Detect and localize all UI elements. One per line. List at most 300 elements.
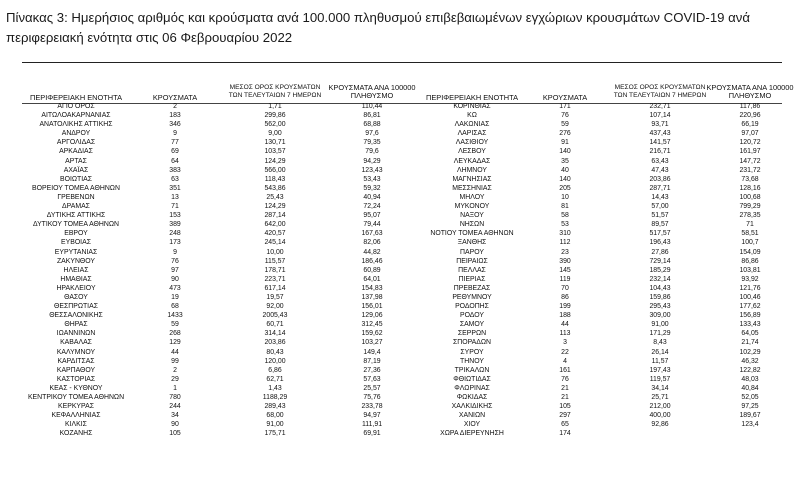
left-cases-cell: 248 [169, 230, 181, 238]
left-region-cell: ΚΑΛΥΜΝΟΥ [56, 348, 96, 356]
left-per100k-cell: 86,81 [363, 112, 381, 120]
left-per100k-cell: 75,76 [363, 394, 381, 401]
left-per100k-cell: 87,19 [363, 357, 381, 365]
right-avg-cell [610, 429, 710, 438]
right-per100k-cell: 189,67 [739, 412, 761, 420]
left-cases-cell: 64 [171, 157, 179, 165]
right-avg-cell: 57,00 [651, 203, 669, 211]
right-per100k-cell: 100,68 [739, 193, 761, 201]
right-avg-cell: 212,00 [649, 403, 671, 411]
right-cases-cell: 174 [559, 430, 571, 438]
right-cases-cell: 81 [561, 203, 569, 211]
right-cases-cell: 188 [559, 312, 571, 320]
left-per100k-cell: 154,83 [361, 284, 383, 292]
left-region-cell: ΔΡΑΜΑΣ [62, 203, 90, 211]
left-per100k-cell: 94,29 [363, 157, 381, 165]
header-cases-right: ΚΡΟΥΣΜΑΤΑ [542, 93, 588, 102]
left-cases-cell: 105 [169, 430, 181, 438]
left-avg-cell: 617,14 [264, 284, 286, 292]
right-per100k-cell: 147,72 [739, 157, 761, 165]
right-per100k-cell: 40,84 [741, 384, 759, 392]
left-per100k-column [322, 102, 422, 438]
left-region-cell: ΗΛΕΙΑΣ [63, 266, 89, 274]
table-title: Πίνακας 3: Ημερήσιος αριθμός και κρούσματα ανά 100.000 πληθυσμού επιβεβαιωμένων εγχώριων κρουσμάτων COVID-19 ανά περιφερειακή ενότητα στις 06 Φεβρουαρίου 2022 [6, 10, 750, 45]
right-avg-cell: 171,29 [649, 330, 671, 338]
right-avg-cell: 93,71 [651, 121, 669, 129]
left-per100k-cell: 312,45 [361, 321, 383, 329]
left-avg-cell: 6,86 [268, 366, 282, 374]
right-per100k-cell: 231,72 [739, 166, 761, 174]
left-cases-cell: 97 [171, 266, 179, 274]
right-per100k-cell: 97,25 [741, 403, 759, 411]
right-avg-cell: 232,14 [649, 275, 671, 283]
left-per100k-cell: 186,46 [361, 257, 383, 265]
right-region-cell: ΜΕΣΣΗΝΙΑΣ [452, 184, 492, 192]
left-region-cell: ΑΡΚΑΔΙΑΣ [59, 148, 93, 156]
right-region-cell: ΚΩ [467, 112, 477, 120]
left-avg-cell: 203,86 [264, 339, 286, 347]
header-cases-left: ΚΡΟΥΣΜΑΤΑ [152, 93, 198, 102]
right-region-cell: ΦΩΚΙΔΑΣ [456, 394, 488, 401]
right-per100k-cell: 46,32 [741, 357, 759, 365]
right-region-cell: ΝΗΣΩΝ [459, 221, 485, 229]
right-avg-cell: 400,00 [649, 412, 671, 420]
left-region-cell: ΚΕΑΣ - ΚΥΘΝΟΥ [49, 384, 103, 392]
right-avg-cell: 89,57 [651, 221, 669, 229]
right-avg-cell: 287,71 [649, 184, 671, 192]
right-per100k-cell: 97,07 [741, 130, 759, 138]
right-per100k-cell: 73,68 [741, 175, 759, 183]
right-avg-cell: 14,43 [651, 193, 669, 201]
right-cases-cell: 119 [559, 275, 571, 283]
right-avg-cell: 141,57 [649, 139, 671, 147]
left-region-cell: ΑΧΑΪΑΣ [63, 166, 89, 174]
left-cases-cell: 346 [169, 121, 181, 129]
left-cases-cell: 1433 [167, 312, 183, 320]
header-region-left: ΠΕΡΙΦΕΡΕΙΑΚΗ ΕΝΟΤΗΤΑ [30, 93, 122, 102]
left-per100k-cell: 110,44 [361, 103, 383, 110]
right-region-cell: ΞΑΝΘΗΣ [457, 239, 487, 247]
left-avg-cell: 124,29 [264, 203, 286, 211]
left-region-cell: ΒΟΡΕΙΟΥ ΤΟΜΕΑ ΑΘΗΝΩΝ [32, 184, 120, 192]
right-cases-cell: 35 [561, 157, 569, 165]
right-region-cell: ΝΟΤΙΟΥ ΤΟΜΕΑ ΑΘΗΝΩΝ [430, 230, 514, 238]
left-cases-cell: 383 [169, 166, 181, 174]
left-cases-cell: 63 [171, 175, 179, 183]
right-avg-cell: 203,86 [649, 175, 671, 183]
right-avg-cell: 63,43 [651, 157, 669, 165]
left-cases-cell: 69 [171, 148, 179, 156]
left-region-cell: ΗΡΑΚΛΕΙΟΥ [56, 284, 96, 292]
left-avg-cell: 60,71 [266, 321, 284, 329]
right-per100k-cell: 103,81 [739, 266, 761, 274]
left-region-cell: ΑΡΓΟΛΙΔΑΣ [56, 139, 96, 147]
left-per100k-cell: 72,24 [363, 203, 381, 211]
right-per100k-cell: 128,16 [739, 184, 761, 192]
right-cases-cell: 44 [561, 321, 569, 329]
right-avg-cell: 196,43 [649, 239, 671, 247]
left-per100k-cell: 95,07 [363, 212, 381, 220]
right-avg-cell: 92,86 [651, 421, 669, 429]
left-avg-cell: 223,71 [264, 275, 286, 283]
left-cases-cell: 34 [171, 412, 179, 420]
left-cases-cell: 9 [173, 248, 177, 256]
right-region-cell: ΧΑΝΙΩΝ [458, 412, 486, 420]
right-region-cell: ΠΕΙΡΑΙΩΣ [456, 257, 488, 265]
right-per100k-cell: 220,96 [739, 112, 761, 120]
left-cases-cell: 473 [169, 284, 181, 292]
left-cases-cell: 2 [173, 103, 177, 110]
right-cases-cell: 140 [559, 148, 571, 156]
right-region-cell: ΛΑΡΙΣΑΣ [457, 130, 487, 138]
header-per100k-right [700, 84, 800, 100]
right-avg-cell: 197,43 [649, 366, 671, 374]
right-region-cell: ΚΟΡΙΝΘΙΑΣ [453, 103, 491, 110]
right-region-column [418, 102, 526, 438]
left-region-cell: ΗΜΑΘΙΑΣ [60, 275, 92, 283]
right-per100k-cell: 120,72 [739, 139, 761, 147]
right-cases-cell: 70 [561, 284, 569, 292]
header-avg-left-line1: ΜΕΣΟΣ ΟΡΟΣ ΚΡΟΥΣΜΑΤΩΝ [229, 84, 321, 91]
right-cases-cell: 113 [559, 330, 571, 338]
right-cases-cell: 65 [561, 421, 569, 429]
right-per100k-cell: 66,19 [741, 121, 759, 129]
header-avg-left [225, 84, 325, 100]
right-cases-cell: 10 [561, 193, 569, 201]
left-region-cell: ΚΙΛΚΙΣ [65, 421, 87, 429]
right-region-cell: ΝΑΞΟΥ [460, 212, 484, 220]
right-per100k-cell: 156,89 [739, 312, 761, 320]
left-avg-cell: 124,29 [264, 157, 286, 165]
right-region-cell: ΛΑΚΩΝΙΑΣ [454, 121, 490, 129]
right-avg-cell: 517,57 [649, 230, 671, 238]
left-avg-cell: 25,43 [266, 193, 284, 201]
left-cases-cell: 129 [169, 339, 181, 347]
right-cases-cell: 59 [561, 121, 569, 129]
left-cases-cell: 19 [171, 293, 179, 301]
left-cases-cell: 77 [171, 139, 179, 147]
left-avg-cell: 178,71 [264, 266, 286, 274]
left-avg-cell: 120,00 [264, 357, 286, 365]
left-avg-cell: 118,43 [264, 175, 286, 183]
left-cases-cell: 76 [171, 257, 179, 265]
left-per100k-cell: 159,62 [361, 330, 383, 338]
right-cases-cell: 105 [559, 403, 571, 411]
left-avg-column [225, 102, 325, 438]
right-avg-cell: 216,71 [649, 148, 671, 156]
left-avg-cell: 1,71 [268, 103, 282, 110]
left-cases-cell: 68 [171, 303, 179, 311]
left-avg-cell: 314,14 [264, 330, 286, 338]
right-region-cell: ΛΑΣΙΘΙΟΥ [455, 139, 489, 147]
left-cases-cell: 1 [173, 384, 177, 392]
left-avg-cell: 62,71 [266, 375, 284, 383]
left-region-cell: ΑΝΔΡΟΥ [61, 130, 91, 138]
left-cases-cell: 2 [173, 366, 177, 374]
left-region-column [22, 102, 130, 438]
right-avg-cell: 27,86 [651, 248, 669, 256]
right-per100k-cell: 161,97 [739, 148, 761, 156]
right-cases-cell: 140 [559, 175, 571, 183]
right-avg-cell: 437,43 [649, 130, 671, 138]
right-cases-cell: 58 [561, 212, 569, 220]
left-per100k-cell: 156,01 [361, 303, 383, 311]
left-avg-cell: 115,57 [264, 257, 286, 265]
right-cases-cell: 4 [563, 357, 567, 365]
left-cases-cell: 9 [173, 130, 177, 138]
left-region-cell: ΑΓΙΟ ΟΡΟΣ [57, 103, 95, 110]
left-avg-cell: 10,00 [266, 248, 284, 256]
left-avg-cell: 91,00 [266, 421, 284, 429]
right-per100k-cell: 93,92 [741, 275, 759, 283]
right-cases-cell: 161 [559, 366, 571, 374]
right-region-cell: ΧΩΡΑ ΔΙΕΡΕΥΝΗΣΗ [440, 430, 504, 438]
right-cases-cell: 21 [561, 384, 569, 392]
right-region-cell: ΠΕΛΛΑΣ [458, 266, 486, 274]
left-region-cell: ΚΕΡΚΥΡΑΣ [58, 403, 94, 411]
left-avg-cell: 420,57 [264, 230, 286, 238]
left-per100k-cell: 233,78 [361, 403, 383, 411]
left-avg-cell: 299,86 [264, 112, 286, 120]
right-avg-cell: 185,29 [649, 266, 671, 274]
right-per100k-cell [700, 429, 800, 438]
left-cases-cell: 90 [171, 421, 179, 429]
left-per100k-cell: 40,94 [363, 193, 381, 201]
header-avg-right-line1: ΜΕΣΟΣ ΟΡΟΣ ΚΡΟΥΣΜΑΤΩΝ [614, 84, 706, 91]
left-cases-cell: 71 [171, 203, 179, 211]
right-region-cell: ΛΕΣΒΟΥ [458, 148, 486, 156]
right-per100k-cell: 278,35 [739, 212, 761, 220]
left-avg-cell: 642,00 [264, 221, 286, 229]
right-region-cell: ΣΥΡΟΥ [460, 348, 484, 356]
right-avg-column [610, 102, 710, 438]
right-avg-cell: 119,57 [649, 375, 671, 383]
left-avg-cell: 130,71 [264, 139, 286, 147]
right-avg-cell: 232,71 [649, 103, 671, 110]
right-cases-cell: 76 [561, 112, 569, 120]
left-per100k-cell: 27,36 [363, 366, 381, 374]
right-cases-cell: 22 [561, 348, 569, 356]
left-cases-cell: 351 [169, 184, 181, 192]
left-per100k-cell: 137,98 [361, 293, 383, 301]
left-per100k-cell: 97,6 [365, 130, 379, 138]
left-per100k-cell: 79,44 [363, 221, 381, 229]
left-region-cell: ΚΑΡΠΑΘΟΥ [56, 366, 96, 374]
right-per100k-cell: 86,86 [741, 257, 759, 265]
left-region-cell: ΕΥΒΟΙΑΣ [61, 239, 91, 247]
left-avg-cell: 289,43 [264, 403, 286, 411]
left-region-cell: ΕΒΡΟΥ [64, 230, 88, 238]
left-cases-column [150, 102, 200, 438]
left-region-cell: ΘΕΣΣΑΛΟΝΙΚΗΣ [49, 312, 103, 320]
right-per100k-cell: 100,46 [739, 293, 761, 301]
right-region-cell: ΤΡΙΚΑΛΩΝ [454, 366, 490, 374]
left-region-cell: ΚΑΒΑΛΑΣ [60, 339, 92, 347]
right-per100k-cell: 117,86 [739, 103, 761, 110]
right-per100k-cell: 122,82 [739, 366, 761, 374]
left-per100k-cell: 53,43 [363, 175, 381, 183]
left-avg-cell: 103,57 [264, 148, 286, 156]
header-per100k-left-line2: ΠΛΗΘΥΣΜΟ [350, 91, 394, 100]
left-avg-cell: 287,14 [264, 212, 286, 220]
left-avg-cell: 1188,29 [262, 394, 288, 401]
header-per100k-left-line1: ΚΡΟΥΣΜΑΤΑ ΑΝΑ 100000 [328, 83, 416, 92]
right-per100k-cell: 48,03 [741, 375, 759, 383]
header-region-right: ΠΕΡΙΦΕΡΕΙΑΚΗ ΕΝΟΤΗΤΑ [426, 93, 518, 102]
left-per100k-cell: 167,63 [361, 230, 383, 238]
right-per100k-column [700, 102, 800, 438]
right-per100k-cell: 177,62 [739, 303, 761, 311]
right-cases-cell: 23 [561, 248, 569, 256]
right-region-cell: ΡΟΔΟΠΗΣ [455, 303, 489, 311]
right-region-cell: ΛΕΥΚΑΔΑΣ [453, 157, 491, 165]
right-per100k-cell: 58,51 [741, 230, 759, 238]
left-cases-cell: 59 [171, 321, 179, 329]
left-per100k-cell: 79,35 [363, 139, 381, 147]
left-cases-cell: 29 [171, 375, 179, 383]
left-avg-cell: 175,71 [264, 430, 286, 438]
right-avg-cell: 26,14 [651, 348, 669, 356]
left-avg-cell: 80,43 [266, 348, 284, 356]
right-region-cell: ΠΙΕΡΙΑΣ [458, 275, 486, 283]
left-per100k-cell: 94,97 [363, 412, 381, 420]
left-cases-cell: 99 [171, 357, 179, 365]
right-per100k-cell: 102,29 [739, 348, 761, 356]
header-avg-right-line2: ΤΩΝ ΤΕΛΕΥΤΑΙΩΝ 7 ΗΜΕΡΩΝ [613, 92, 707, 99]
left-region-cell: ΚΟΖΑΝΗΣ [59, 430, 93, 438]
left-per100k-cell: 129,06 [361, 312, 383, 320]
right-avg-cell: 91,00 [651, 321, 669, 329]
left-avg-cell: 68,00 [266, 412, 284, 420]
left-region-cell: ΔΥΤΙΚΟΥ ΤΟΜΕΑ ΑΘΗΝΩΝ [32, 221, 119, 229]
header-per100k-right-line2: ΠΛΗΘΥΣΜΟ [728, 91, 772, 100]
left-region-cell: ΑΡΤΑΣ [65, 157, 87, 165]
left-avg-cell: 92,00 [266, 303, 284, 311]
left-cases-cell: 13 [171, 193, 179, 201]
right-region-cell: ΜΗΛΟΥ [459, 193, 485, 201]
header-avg-right [610, 84, 710, 100]
right-avg-cell: 25,71 [651, 394, 669, 401]
left-per100k-cell: 25,57 [363, 384, 381, 392]
left-region-cell: ΕΥΡΥΤΑΝΙΑΣ [54, 248, 98, 256]
right-avg-cell: 295,43 [649, 303, 671, 311]
left-per100k-cell: 103,27 [361, 339, 383, 347]
left-avg-cell: 562,00 [264, 121, 286, 129]
right-cases-cell: 310 [559, 230, 571, 238]
right-cases-cell: 21 [561, 394, 569, 401]
right-cases-cell: 297 [559, 412, 571, 420]
right-per100k-cell: 121,76 [739, 284, 761, 292]
left-region-cell: ΓΡΕΒΕΝΩΝ [57, 193, 95, 201]
right-region-cell: ΧΑΛΚΙΔΙΚΗΣ [451, 403, 493, 411]
left-per100k-cell: 68,88 [363, 121, 381, 129]
right-cases-cell: 3 [563, 339, 567, 347]
left-avg-cell: 1,43 [268, 384, 282, 392]
left-per100k-cell: 64,01 [363, 275, 381, 283]
right-region-cell: ΧΙΟΥ [463, 421, 481, 429]
header-avg-left-line2: ΤΩΝ ΤΕΛΕΥΤΑΙΩΝ 7 ΗΜΕΡΩΝ [228, 92, 322, 99]
left-cases-cell: 389 [169, 221, 181, 229]
right-per100k-cell: 21,74 [741, 339, 759, 347]
right-region-cell: ΤΗΝΟΥ [460, 357, 484, 365]
header-per100k-left [322, 84, 422, 100]
left-per100k-cell: 69,91 [363, 430, 381, 438]
left-region-cell: ΘΗΡΑΣ [64, 321, 88, 329]
right-avg-cell: 51,57 [651, 212, 669, 220]
left-cases-cell: 268 [169, 330, 181, 338]
left-cases-cell: 90 [171, 275, 179, 283]
right-avg-cell: 8,43 [653, 339, 667, 347]
right-avg-cell: 159,86 [649, 293, 671, 301]
right-cases-cell: 91 [561, 139, 569, 147]
left-cases-cell: 173 [169, 239, 181, 247]
left-region-cell: ΘΑΣΟΥ [64, 293, 88, 301]
left-per100k-cell: 149,4 [363, 348, 381, 356]
left-per100k-cell: 82,06 [363, 239, 381, 247]
left-region-cell: ΘΕΣΠΡΩΤΙΑΣ [54, 303, 98, 311]
left-avg-cell: 2005,43 [262, 312, 288, 320]
left-per100k-cell: 111,91 [361, 421, 383, 429]
left-cases-cell: 780 [169, 394, 181, 401]
left-region-cell: ΑΙΤΩΛΟΑΚΑΡΝΑΝΙΑΣ [41, 112, 111, 120]
left-region-cell: ΚΑΡΔΙΤΣΑΣ [57, 357, 95, 365]
right-per100k-cell: 133,43 [739, 321, 761, 329]
right-cases-cell: 276 [559, 130, 571, 138]
right-avg-cell: 104,43 [649, 284, 671, 292]
header-per100k-right-line1: ΚΡΟΥΣΜΑΤΑ ΑΝΑ 100000 [706, 83, 794, 92]
left-region-cell: ΚΑΣΤΟΡΙΑΣ [56, 375, 96, 383]
right-region-cell: ΡΕΘΥΜΝΟΥ [452, 293, 492, 301]
right-cases-cell: 145 [559, 266, 571, 274]
right-per100k-cell: 100,7 [741, 239, 759, 247]
right-region-cell: ΜΥΚΟΝΟΥ [454, 203, 490, 211]
left-region-cell: ΚΕΦΑΛΛΗΝΙΑΣ [51, 412, 101, 420]
right-cases-cell: 53 [561, 221, 569, 229]
left-per100k-cell: 59,32 [363, 184, 381, 192]
left-avg-cell: 19,57 [266, 293, 284, 301]
right-region-cell: ΜΑΓΝΗΣΙΑΣ [452, 175, 492, 183]
left-cases-cell: 183 [169, 112, 181, 120]
left-per100k-cell: 60,89 [363, 266, 381, 274]
right-region-cell: ΦΘΙΩΤΙΔΑΣ [453, 375, 491, 383]
right-region-cell: ΠΑΡΟΥ [460, 248, 484, 256]
left-per100k-cell: 79,6 [365, 148, 379, 156]
left-region-cell: ΑΝΑΤΟΛΙΚΗΣ ΑΤΤΙΚΗΣ [39, 121, 113, 129]
right-cases-cell: 112 [559, 239, 571, 247]
left-region-cell: ΖΑΚΥΝΘΟΥ [56, 257, 96, 265]
right-avg-cell: 11,57 [651, 357, 669, 365]
right-cases-cell: 171 [559, 103, 571, 110]
left-avg-cell: 9,00 [268, 130, 282, 138]
right-per100k-cell: 799,29 [739, 203, 761, 211]
right-region-cell: ΣΕΡΡΩΝ [457, 330, 487, 338]
left-avg-cell: 543,86 [264, 184, 286, 192]
left-avg-cell: 245,14 [264, 239, 286, 247]
right-per100k-cell: 64,05 [741, 330, 759, 338]
right-avg-cell: 34,14 [651, 384, 669, 392]
right-per100k-cell: 71 [746, 221, 754, 229]
left-region-cell: ΚΕΝΤΡΙΚΟΥ ΤΟΜΕΑ ΑΘΗΝΩΝ [27, 394, 125, 401]
right-region-cell: ΡΟΔΟΥ [459, 312, 484, 320]
left-cases-cell: 153 [169, 212, 181, 220]
right-cases-cell: 199 [559, 303, 571, 311]
right-per100k-cell: 154,09 [739, 248, 761, 256]
right-per100k-cell: 52,05 [741, 394, 759, 401]
right-cases-cell: 40 [561, 166, 569, 174]
right-avg-cell: 47,43 [651, 166, 669, 174]
right-avg-cell: 729,14 [649, 257, 671, 265]
left-avg-cell: 566,00 [264, 166, 286, 174]
